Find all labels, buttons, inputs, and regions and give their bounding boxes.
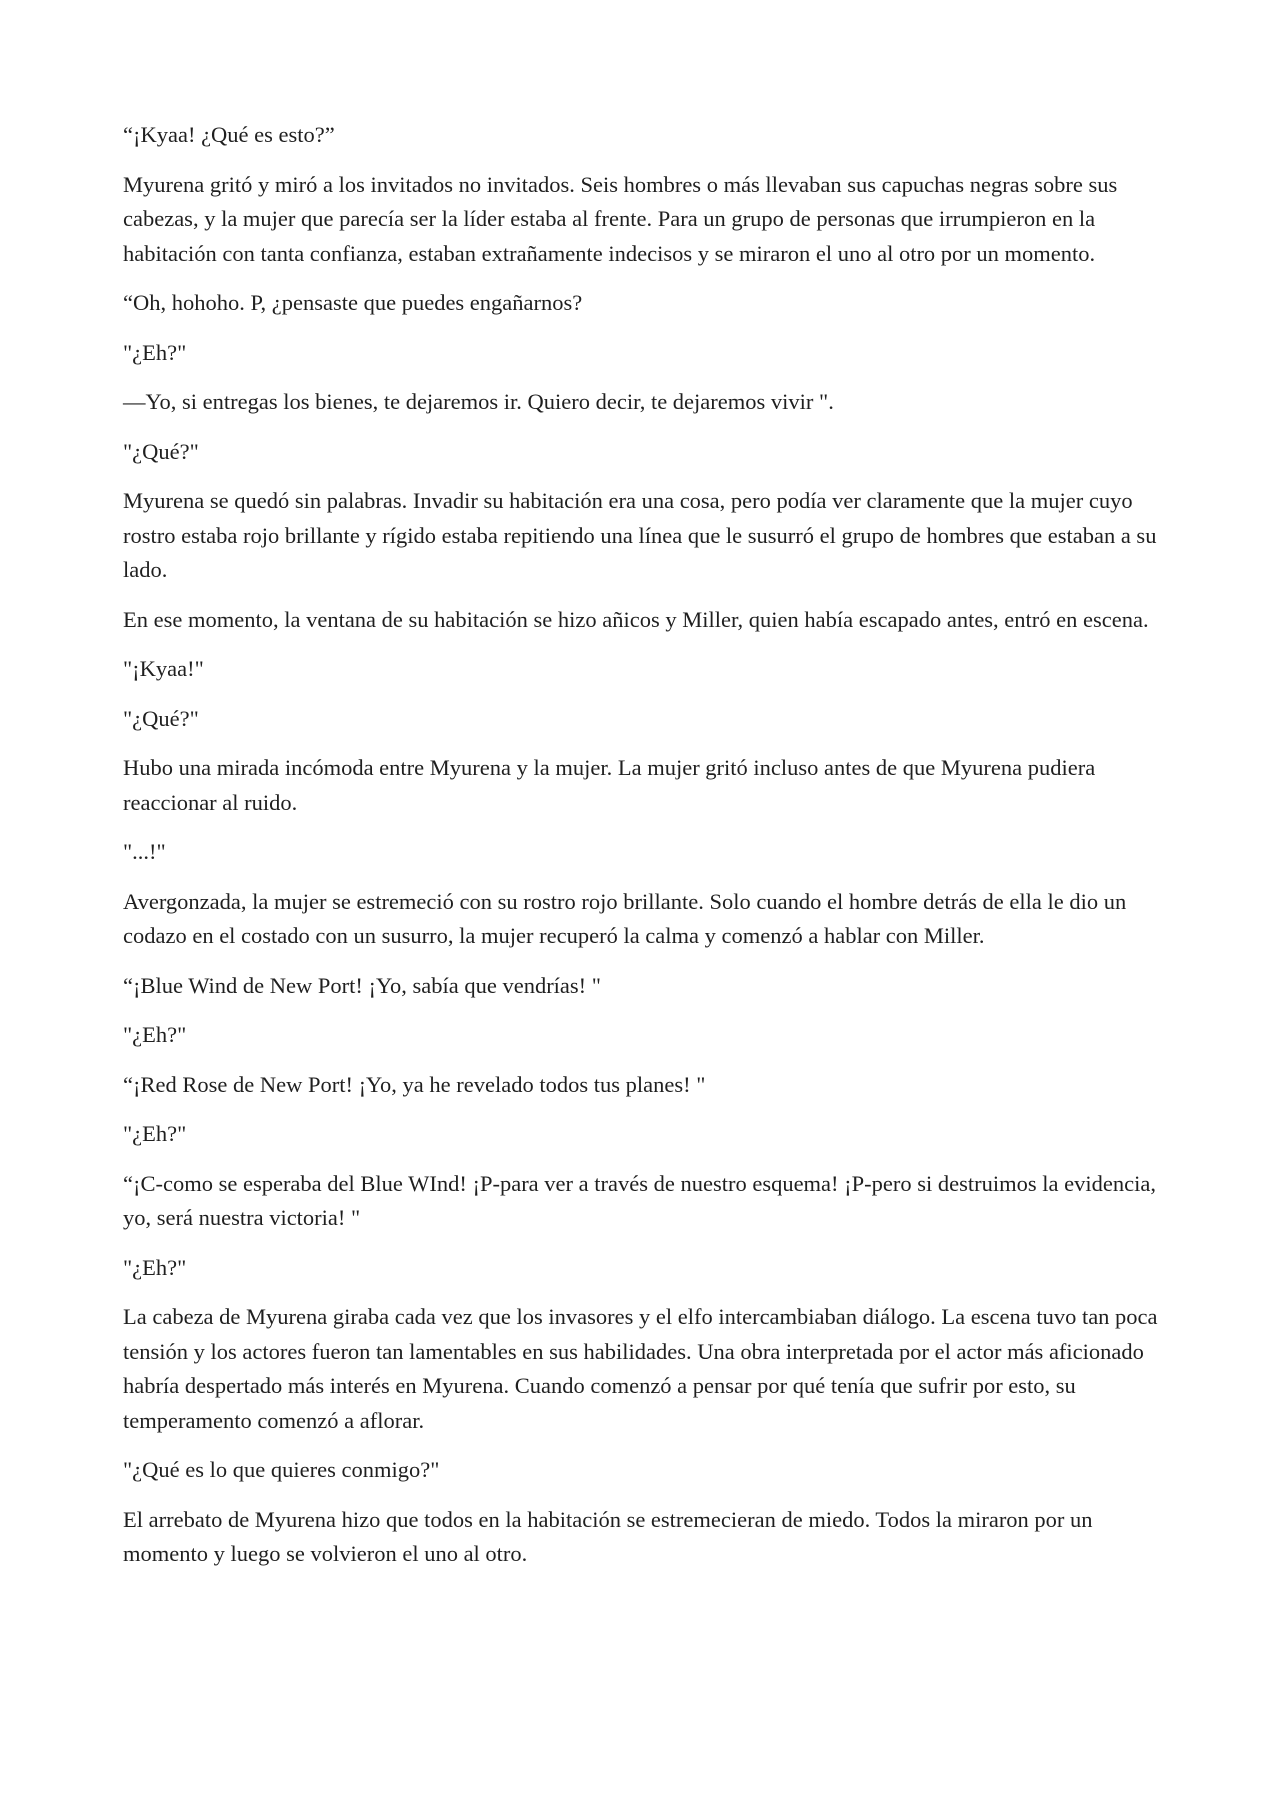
paragraph: "¿Eh?"	[123, 1254, 187, 1280]
paragraph: "¿Qué?"	[123, 705, 199, 731]
paragraph: "¿Eh?"	[123, 339, 187, 365]
paragraph: “¡Kyaa! ¿Qué es esto?”	[123, 122, 335, 147]
paragraph: “¡Blue Wind de New Port! ¡Yo, sabía que vendrías! "	[123, 972, 601, 998]
paragraph: La cabeza de Myurena giraba cada vez que los invasores y el elfo intercambiaban diálogo. La escena tuvo tan poca tensión y los actores fueron tan lamentables en sus habilidades. Una obra interpretada por el actor más aficionado habría despertado más interés en Myurena. Cuando comenzó a pensar por qué tenía que sufrir por esto, su temperamento comenzó a aflorar.	[123, 1304, 1158, 1433]
paragraph: “¡C-como se esperaba del Blue WInd! ¡P-para ver a través de nuestro esquema! ¡P-pero si destruimos la evidencia, yo, será nuestra victoria! "	[123, 1170, 1156, 1230]
paragraph: En ese momento, la ventana de su habitación se hizo añicos y Miller, quien había escapado antes, entró en escena.	[123, 606, 1149, 632]
paragraph: —Yo, si entregas los bienes, te dejaremos ir. Quiero decir, te dejaremos vivir ".	[123, 389, 834, 414]
paragraph: "¡Kyaa!"	[123, 656, 204, 681]
paragraph: El arrebato de Myurena hizo que todos en la habitación se estremecieran de miedo. Todos la miraron por un momento y luego se volvieron el uno al otro.	[123, 1506, 1093, 1566]
paragraph: Avergonzada, la mujer se estremeció con su rostro rojo brillante. Solo cuando el hombre detrás de ella le dio un codazo en el costado con un susurro, la mujer recuperó la calma y comenzó a hablar con Miller.	[123, 888, 1127, 948]
paragraph: “¡Red Rose de New Port! ¡Yo, ya he revelado todos tus planes! "	[123, 1071, 706, 1097]
paragraph: Hubo una mirada incómoda entre Myurena y la mujer. La mujer gritó incluso antes de que Myurena pudiera reaccionar al ruido.	[123, 755, 1096, 815]
paragraph: Myurena gritó y miró a los invitados no invitados. Seis hombres o más llevaban sus capuchas negras sobre sus cabezas, y la mujer que parecía ser la líder estaba al frente. Para un grupo de personas que irrumpieron en la habitación con tanta confianza, estaban extrañamente indecisos y se miraron el uno al otro por un momento.	[123, 171, 1118, 266]
paragraph: "¿Eh?"	[123, 1022, 187, 1047]
paragraph: “Oh, hohoho. P, ¿pensaste que puedes engañarnos?	[123, 290, 583, 315]
paragraph: "¿Qué es lo que quieres conmigo?"	[123, 1457, 440, 1482]
paragraph: "¿Qué?"	[123, 438, 199, 464]
paragraph: "¿Eh?"	[123, 1121, 187, 1146]
paragraph: "...!"	[123, 839, 166, 864]
paragraph: Myurena se quedó sin palabras. Invadir su habitación era una cosa, pero podía ver claramente que la mujer cuyo rostro estaba rojo brillante y rígido estaba repitiendo una línea que le susurró el grupo de hombres que estaban a su lado.	[123, 488, 1157, 582]
document-page	[123, 118, 1173, 1587]
